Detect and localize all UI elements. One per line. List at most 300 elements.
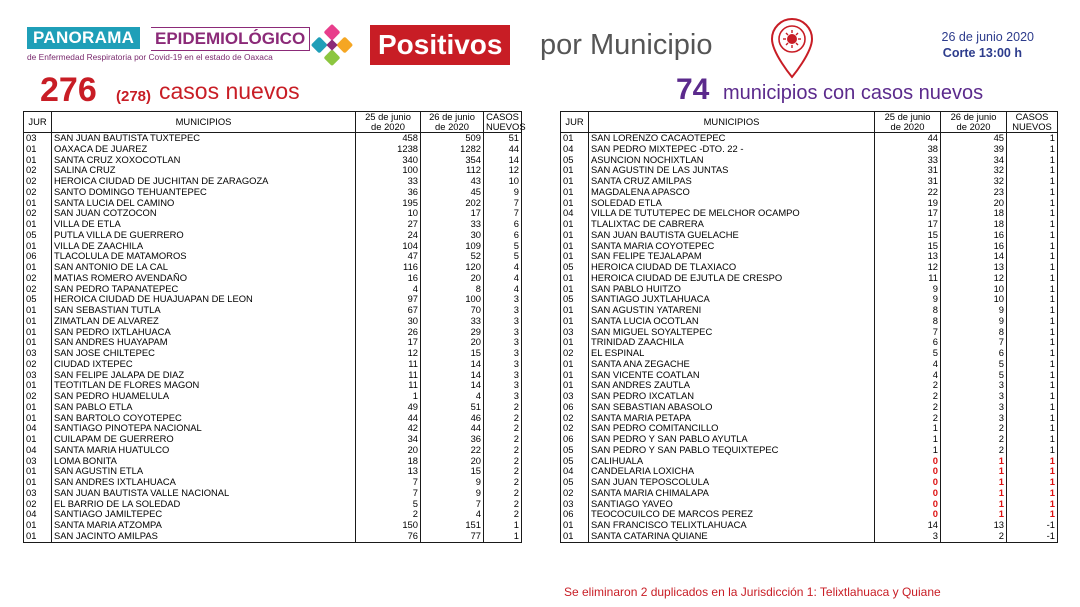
cell-26-junio: 9 (941, 316, 1007, 327)
cell-25-junio: 14 (875, 520, 941, 531)
cell-26-junio: 10 (941, 284, 1007, 295)
cell-casos-nuevos: 3 (484, 316, 522, 327)
cell-municipio: TEOCOCUILCO DE MARCOS PEREZ (589, 509, 875, 520)
cell-25-junio: 1238 (356, 144, 421, 155)
cell-municipio: SAN AGUSTIN ETLA (52, 466, 356, 477)
col-casos-nuevos (484, 111, 526, 133)
cell-municipio: ZIMATLAN DE ALVAREZ (52, 316, 356, 327)
table-row (24, 445, 522, 456)
cell-25-junio: 18 (356, 456, 421, 467)
cell-casos-nuevos: 12 (484, 165, 522, 176)
cell-25-junio: 11 (356, 370, 421, 381)
cell-casos-nuevos: 1 (1007, 509, 1058, 520)
cell-26-junio: 2 (941, 434, 1007, 445)
cases-table-left (23, 111, 526, 543)
table-row (24, 144, 522, 155)
cell-municipio: SAN FRANCISCO TELIXTLAHUACA (589, 520, 875, 531)
cell-26-junio: 13 (941, 262, 1007, 273)
cell-casos-nuevos: 2 (484, 456, 522, 467)
table-row (561, 144, 1058, 155)
cell-jur: 04 (561, 144, 589, 155)
cell-25-junio: 1 (356, 391, 421, 402)
cell-26-junio: 10 (941, 294, 1007, 305)
cell-jur: 01 (561, 359, 589, 370)
cell-26-junio: 9 (941, 305, 1007, 316)
cell-jur: 05 (24, 230, 52, 241)
cell-26-junio: 17 (421, 208, 484, 219)
cell-jur: 02 (24, 499, 52, 510)
cell-jur: 04 (24, 445, 52, 456)
cell-jur: 03 (561, 391, 589, 402)
municipalities-label: municipios con casos nuevos (723, 82, 984, 104)
cell-casos-nuevos: 1 (1007, 251, 1058, 262)
cell-26-junio: 16 (941, 230, 1007, 241)
cell-26-junio: 6 (941, 348, 1007, 359)
cell-casos-nuevos: 1 (1007, 294, 1058, 305)
cell-casos-nuevos: 1 (1007, 165, 1058, 176)
cell-casos-nuevos: 2 (484, 434, 522, 445)
cell-casos-nuevos: 6 (484, 219, 522, 230)
cell-26-junio: 18 (941, 219, 1007, 230)
cell-25-junio: 11 (356, 380, 421, 391)
cell-25-junio: 150 (356, 520, 421, 531)
cell-26-junio: 51 (421, 402, 484, 413)
table-row (561, 445, 1058, 456)
col-26-line1: 26 de junio (950, 111, 997, 122)
cell-26-junio: 1 (941, 488, 1007, 499)
cell-25-junio: 104 (356, 241, 421, 252)
cell-jur: 01 (561, 251, 589, 262)
cell-casos-nuevos: 1 (484, 520, 522, 531)
cell-jur: 01 (24, 413, 52, 424)
col-casos-line2: NUEVOS (1012, 121, 1052, 132)
cell-municipio: SAN MIGUEL SOYALTEPEC (589, 327, 875, 338)
cell-26-junio: 8 (941, 327, 1007, 338)
cell-25-junio: 10 (356, 208, 421, 219)
cell-26-junio: 14 (421, 380, 484, 391)
cell-25-junio: 13 (875, 251, 941, 262)
cell-26-junio: 354 (421, 155, 484, 166)
cell-jur: 06 (561, 509, 589, 520)
cell-25-junio: 0 (875, 488, 941, 499)
cell-casos-nuevos: 1 (1007, 488, 1058, 499)
cell-municipio: LOMA BONITA (52, 456, 356, 467)
cell-jur: 02 (24, 208, 52, 219)
cell-26-junio: 30 (421, 230, 484, 241)
col-25-line1: 25 de junio (884, 111, 931, 122)
cell-casos-nuevos: 5 (484, 241, 522, 252)
cell-jur: 04 (561, 208, 589, 219)
col-25-line2: de 2020 (371, 121, 405, 132)
cell-25-junio: 1 (875, 434, 941, 445)
cell-26-junio: 33 (421, 219, 484, 230)
cell-casos-nuevos: 2 (484, 488, 522, 499)
cell-municipio: SANTIAGO PINOTEPA NACIONAL (52, 423, 356, 434)
cell-26-junio: 45 (941, 133, 1007, 144)
cell-casos-nuevos: 1 (1007, 499, 1058, 510)
cell-casos-nuevos: 1 (1007, 198, 1058, 209)
cell-26-junio: 5 (941, 359, 1007, 370)
cell-26-junio: 7 (941, 337, 1007, 348)
col-casos-line1: CASOS (1015, 111, 1049, 122)
cell-26-junio: 23 (941, 187, 1007, 198)
cell-jur: 01 (561, 230, 589, 241)
cell-municipio: SAN BARTOLO COYOTEPEC (52, 413, 356, 424)
cell-casos-nuevos: 2 (484, 509, 522, 520)
cell-25-junio: 44 (875, 133, 941, 144)
cell-25-junio: 8 (875, 316, 941, 327)
table-row (561, 531, 1058, 542)
cell-jur: 01 (24, 262, 52, 273)
col-25-junio (875, 112, 941, 133)
cell-25-junio: 9 (875, 294, 941, 305)
cell-casos-nuevos: 1 (1007, 144, 1058, 155)
cell-municipio: SAN PEDRO IXTLAHUACA (52, 327, 356, 338)
cell-municipio: SAN PEDRO MIXTEPEC -DTO. 22 - (589, 144, 875, 155)
cell-casos-nuevos: 9 (484, 187, 522, 198)
cell-26-junio: 20 (421, 337, 484, 348)
cell-jur: 05 (561, 445, 589, 456)
cell-municipio: SAN JUAN COTZOCON (52, 208, 356, 219)
title-positivos: Positivos (370, 25, 510, 65)
cell-casos-nuevos: 4 (484, 284, 522, 295)
cell-casos-nuevos: 1 (1007, 176, 1058, 187)
cell-municipio: SAN JUAN BAUTISTA GUELACHE (589, 230, 875, 241)
cell-26-junio: 15 (421, 348, 484, 359)
cell-municipio: SOLEDAD ETLA (589, 198, 875, 209)
cell-municipio: VILLA DE ZAACHILA (52, 241, 356, 252)
cell-26-junio: 3 (941, 391, 1007, 402)
cell-26-junio: 1282 (421, 144, 484, 155)
cell-municipio: SANTA MARIA ATZOMPA (52, 520, 356, 531)
cell-casos-nuevos: 3 (484, 305, 522, 316)
cell-jur: 01 (24, 241, 52, 252)
cell-25-junio: 27 (356, 219, 421, 230)
table-row (24, 230, 522, 241)
table-row (561, 488, 1058, 499)
cell-municipio: SANTO DOMINGO TEHUANTEPEC (52, 187, 356, 198)
cell-casos-nuevos: -1 (1007, 520, 1058, 531)
cell-jur: 03 (24, 488, 52, 499)
cell-casos-nuevos: 10 (484, 176, 522, 187)
cell-25-junio: 195 (356, 198, 421, 209)
cell-25-junio: 7 (356, 477, 421, 488)
cell-casos-nuevos: 3 (484, 359, 522, 370)
cell-casos-nuevos: 2 (484, 477, 522, 488)
cell-municipio: SAN LORENZO CACAOTEPEC (589, 133, 875, 144)
cell-casos-nuevos: 1 (1007, 284, 1058, 295)
cell-26-junio: 14 (941, 251, 1007, 262)
cell-casos-nuevos: 1 (1007, 305, 1058, 316)
cell-jur: 02 (561, 488, 589, 499)
cell-26-junio: 1 (941, 509, 1007, 520)
cell-municipio: SANTA MARIA CHIMALAPA (589, 488, 875, 499)
cell-casos-nuevos: 1 (1007, 187, 1058, 198)
cell-26-junio: 509 (421, 133, 484, 144)
col-jur: JUR (561, 112, 589, 133)
cell-jur: 01 (24, 316, 52, 327)
cell-26-junio: 33 (421, 316, 484, 327)
logo-epidemiologico: EPIDEMIOLÓGICO (151, 27, 310, 51)
cell-municipio: HEROICA CIUDAD DE TLAXIACO (589, 262, 875, 273)
table-row (561, 402, 1058, 413)
title-por-municipio: por Municipio (540, 29, 713, 61)
cell-25-junio: 31 (875, 165, 941, 176)
cell-casos-nuevos: 1 (1007, 423, 1058, 434)
col-26-line2: de 2020 (956, 121, 991, 132)
table-header-row (561, 112, 1058, 133)
cell-casos-nuevos: 1 (1007, 434, 1058, 445)
cell-26-junio: 3 (941, 380, 1007, 391)
cell-jur: 01 (561, 520, 589, 531)
cell-jur: 01 (561, 380, 589, 391)
cell-municipio: TEOTITLAN DE FLORES MAGON (52, 380, 356, 391)
cell-jur: 01 (24, 380, 52, 391)
cell-26-junio: 9 (421, 477, 484, 488)
cell-jur: 01 (24, 198, 52, 209)
cell-casos-nuevos: 2 (484, 423, 522, 434)
cell-municipio: SALINA CRUZ (52, 165, 356, 176)
oaxaca-flower-logo-icon (311, 25, 353, 65)
cell-jur: 01 (24, 337, 52, 348)
cell-25-junio: 19 (875, 198, 941, 209)
cell-26-junio: 20 (421, 273, 484, 284)
cell-25-junio: 2 (875, 391, 941, 402)
cell-jur: 02 (24, 176, 52, 187)
cell-25-junio: 17 (356, 337, 421, 348)
cell-municipio: MATIAS ROMERO AVENDAÑO (52, 273, 356, 284)
cell-jur: 02 (561, 423, 589, 434)
cell-casos-nuevos: 1 (1007, 219, 1058, 230)
table-row (24, 402, 522, 413)
cell-26-junio: 45 (421, 187, 484, 198)
cell-casos-nuevos: 2 (484, 413, 522, 424)
cell-26-junio: 12 (941, 273, 1007, 284)
cell-25-junio: 31 (875, 176, 941, 187)
cell-26-junio: 4 (421, 509, 484, 520)
municipalities-number: 74 (676, 73, 710, 106)
cell-jur: 01 (24, 155, 52, 166)
table-body-left (24, 133, 522, 543)
cell-25-junio: 38 (875, 144, 941, 155)
cell-municipio: SANTIAGO YAVEO (589, 499, 875, 510)
cell-25-junio: 30 (356, 316, 421, 327)
cell-casos-nuevos: 1 (1007, 273, 1058, 284)
report-cutoff-time: Corte 13:00 h (942, 46, 1022, 60)
cell-25-junio: 2 (875, 380, 941, 391)
cell-jur: 04 (561, 466, 589, 477)
cell-casos-nuevos: 2 (484, 466, 522, 477)
cell-jur: 02 (24, 359, 52, 370)
cell-casos-nuevos: -1 (1007, 531, 1058, 542)
cell-26-junio: 18 (941, 208, 1007, 219)
cell-26-junio: 100 (421, 294, 484, 305)
location-pin-virus-icon (768, 17, 816, 79)
cell-jur: 05 (561, 294, 589, 305)
cell-municipio: CIUDAD IXTEPEC (52, 359, 356, 370)
cell-jur: 01 (561, 370, 589, 381)
cell-jur: 01 (24, 477, 52, 488)
cell-jur: 02 (24, 165, 52, 176)
new-cases-label: casos nuevos (159, 78, 300, 104)
cell-jur: 03 (24, 348, 52, 359)
cell-25-junio: 17 (875, 219, 941, 230)
cell-municipio: SAN JUAN BAUTISTA TUXTEPEC (52, 133, 356, 144)
cell-municipio: SAN VICENTE COATLAN (589, 370, 875, 381)
table-row (561, 230, 1058, 241)
cell-26-junio: 4 (421, 391, 484, 402)
cell-jur: 05 (561, 262, 589, 273)
cell-26-junio: 8 (421, 284, 484, 295)
table-body-right (561, 133, 1058, 543)
table-row (561, 273, 1058, 284)
cell-jur: 01 (561, 284, 589, 295)
cell-26-junio: 1 (941, 499, 1007, 510)
cell-municipio: SAN SEBASTIAN ABASOLO (589, 402, 875, 413)
cell-jur: 01 (24, 305, 52, 316)
cell-casos-nuevos: 2 (484, 445, 522, 456)
cell-26-junio: 2 (941, 531, 1007, 542)
cell-municipio: SAN JUAN BAUTISTA VALLE NACIONAL (52, 488, 356, 499)
cell-26-junio: 44 (421, 423, 484, 434)
cell-casos-nuevos: 1 (1007, 477, 1058, 488)
cell-25-junio: 36 (356, 187, 421, 198)
cell-jur: 02 (561, 348, 589, 359)
cell-25-junio: 12 (356, 348, 421, 359)
cell-25-junio: 7 (875, 327, 941, 338)
cell-jur: 06 (561, 434, 589, 445)
cell-jur: 02 (561, 413, 589, 424)
cell-jur: 02 (24, 187, 52, 198)
cell-municipio: SAN PEDRO IXCATLAN (589, 391, 875, 402)
cell-25-junio: 20 (356, 445, 421, 456)
cell-26-junio: 22 (421, 445, 484, 456)
cell-25-junio: 2 (356, 509, 421, 520)
cell-casos-nuevos: 3 (484, 294, 522, 305)
col-casos-line2: NUEVOS (486, 121, 526, 132)
cell-26-junio: 1 (941, 466, 1007, 477)
cell-municipio: CUILAPAM DE GUERRERO (52, 434, 356, 445)
cell-25-junio: 4 (875, 370, 941, 381)
cell-casos-nuevos: 3 (484, 337, 522, 348)
cell-jur: 01 (24, 531, 52, 542)
cell-26-junio: 15 (421, 466, 484, 477)
cell-25-junio: 17 (875, 208, 941, 219)
cell-25-junio: 9 (875, 284, 941, 295)
cell-jur: 01 (24, 219, 52, 230)
cell-casos-nuevos: 3 (484, 370, 522, 381)
cell-municipio: TLALIXTAC DE CABRERA (589, 219, 875, 230)
cell-jur: 03 (561, 499, 589, 510)
cell-26-junio: 36 (421, 434, 484, 445)
cell-25-junio: 4 (356, 284, 421, 295)
cell-jur: 01 (561, 241, 589, 252)
cell-25-junio: 0 (875, 456, 941, 467)
cell-casos-nuevos: 1 (484, 531, 522, 542)
cell-25-junio: 8 (875, 305, 941, 316)
cell-26-junio: 70 (421, 305, 484, 316)
cell-casos-nuevos: 1 (1007, 208, 1058, 219)
cell-jur: 01 (561, 316, 589, 327)
cell-jur: 04 (24, 509, 52, 520)
cell-municipio: ASUNCION NOCHIXTLAN (589, 155, 875, 166)
cell-casos-nuevos: 3 (484, 327, 522, 338)
cell-jur: 05 (24, 294, 52, 305)
report-date: 26 de junio 2020 (941, 30, 1034, 44)
cell-municipio: HEROICA CIUDAD DE JUCHITAN DE ZARAGOZA (52, 176, 356, 187)
cell-25-junio: 458 (356, 133, 421, 144)
cell-25-junio: 11 (356, 359, 421, 370)
col-jur: JUR (24, 112, 52, 133)
cell-jur: 01 (561, 337, 589, 348)
cell-municipio: VILLA DE ETLA (52, 219, 356, 230)
cell-municipio: SAN JACINTO AMILPAS (52, 531, 356, 542)
cell-jur: 01 (561, 133, 589, 144)
cell-casos-nuevos: 2 (484, 402, 522, 413)
cell-casos-nuevos: 7 (484, 198, 522, 209)
cell-jur: 04 (24, 423, 52, 434)
cell-25-junio: 15 (875, 230, 941, 241)
cell-casos-nuevos: 3 (484, 391, 522, 402)
cell-municipio: SANTA CATARINA QUIANE (589, 531, 875, 542)
cell-municipio: VILLA DE TUTUTEPEC DE MELCHOR OCAMPO (589, 208, 875, 219)
cell-25-junio: 6 (875, 337, 941, 348)
cell-municipio: SAN JUAN TEPOSCOLULA (589, 477, 875, 488)
table-row (561, 187, 1058, 198)
cell-25-junio: 67 (356, 305, 421, 316)
cell-jur: 02 (24, 273, 52, 284)
cell-casos-nuevos: 3 (484, 380, 522, 391)
cell-26-junio: 109 (421, 241, 484, 252)
cell-25-junio: 5 (875, 348, 941, 359)
cell-municipio: SAN JOSE CHILTEPEC (52, 348, 356, 359)
cell-municipio: SANTA ANA ZEGACHE (589, 359, 875, 370)
cell-26-junio: 9 (421, 488, 484, 499)
cell-26-junio: 20 (941, 198, 1007, 209)
cell-26-junio: 2 (941, 445, 1007, 456)
cell-municipio: SAN PEDRO Y SAN PABLO TEQUIXTEPEC (589, 445, 875, 456)
col-25-junio (356, 112, 421, 133)
table-row (561, 316, 1058, 327)
cell-jur: 01 (561, 176, 589, 187)
cell-26-junio: 202 (421, 198, 484, 209)
col-26-junio (421, 112, 484, 133)
cell-municipio: TLACOLULA DE MATAMOROS (52, 251, 356, 262)
cell-casos-nuevos: 1 (1007, 391, 1058, 402)
cell-municipio: SAN AGUSTIN DE LAS JUNTAS (589, 165, 875, 176)
cell-municipio: SAN ANDRES IXTLAHUACA (52, 477, 356, 488)
cell-municipio: SAN FELIPE TEJALAPAM (589, 251, 875, 262)
cell-casos-nuevos: 44 (484, 144, 522, 155)
cell-municipio: SANTIAGO JUXTLAHUACA (589, 294, 875, 305)
cell-casos-nuevos: 51 (484, 133, 522, 144)
cell-casos-nuevos: 1 (1007, 413, 1058, 424)
cell-25-junio: 0 (875, 509, 941, 520)
table-row (24, 273, 522, 284)
cell-25-junio: 76 (356, 531, 421, 542)
cell-25-junio: 0 (875, 477, 941, 488)
cell-municipio: SAN ANDRES HUAYAPAM (52, 337, 356, 348)
table-row (24, 531, 522, 542)
cases-table-right (560, 111, 1058, 543)
cell-25-junio: 47 (356, 251, 421, 262)
cell-25-junio: 33 (356, 176, 421, 187)
cell-municipio: CANDELARIA LOXICHA (589, 466, 875, 477)
logo-panorama: PANORAMA (27, 27, 140, 49)
cell-26-junio: 32 (941, 176, 1007, 187)
cell-25-junio: 16 (356, 273, 421, 284)
cell-jur: 01 (24, 144, 52, 155)
